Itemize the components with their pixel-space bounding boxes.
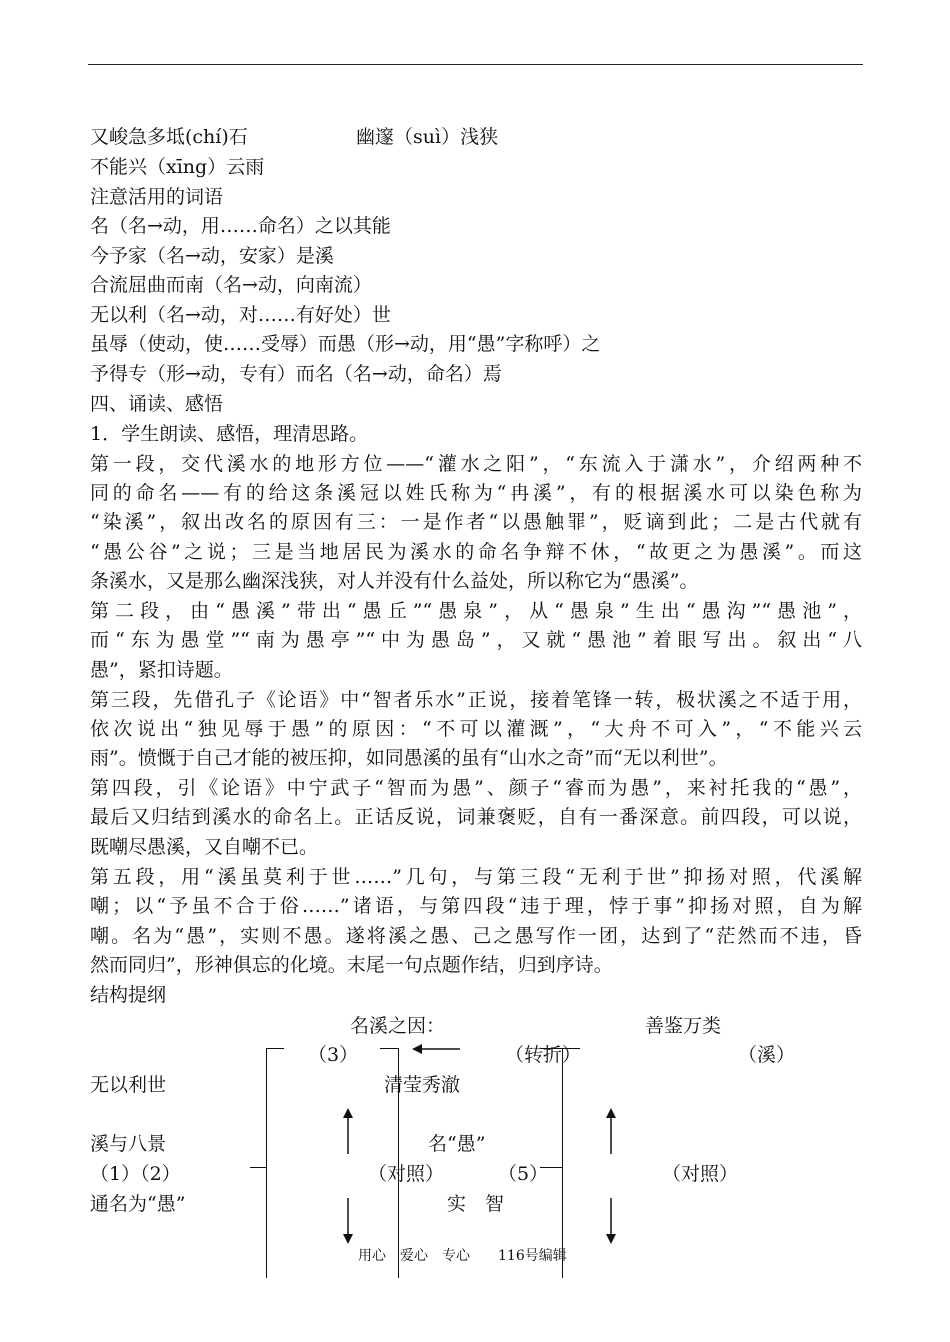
outline-contrast2: （对照） <box>662 1163 739 1185</box>
outline-shi-zhi: 实 智 <box>447 1193 505 1215</box>
up-arrow-icon <box>604 1108 618 1154</box>
para1-line: “染溪”，叙出改名的原因有三：一是作者“以愚触罪”，贬谪到此；二是古代就有 <box>90 511 862 533</box>
page-footer: 用心 爱心 专心 116号编辑 <box>358 1248 567 1264</box>
word-item: 无以利（名→动，对……有好处）世 <box>90 304 391 326</box>
right-bracket-top <box>540 1048 580 1049</box>
right-bracket-line <box>562 1048 563 1278</box>
outline-clear: 清莹秀澈 <box>384 1074 461 1096</box>
para5-line: 第五段，用“溪虽莫利于世……”几句，与第三段“无利于世”抑扬对照，代溪解 <box>90 866 862 888</box>
outline-no-benefit: 无以利世 <box>90 1074 167 1096</box>
para4-line: 既嘲尽愚溪，又自嘲不已。 <box>90 836 319 858</box>
outline-good-label: 善鉴万类 <box>645 1015 722 1037</box>
para5-line: 然而同归”，形神俱忘的化境。末尾一句点题作结，归到序诗。 <box>90 954 613 976</box>
down-arrow-icon <box>604 1198 618 1244</box>
outline-turn: （转折） <box>505 1044 582 1066</box>
para4-line: 最后又归结到溪水的命名上。正话反说，词兼褒贬，自有一番深意。前四段，可以说， <box>90 806 862 828</box>
left-bracket-tick <box>250 1167 266 1168</box>
outline-heading: 结构提纲 <box>90 984 167 1006</box>
para3-line: 依次说出“独见辱于愚”的原因：“不可以灌溉”，“大舟不可入”，“不能兴云 <box>90 718 862 740</box>
section4-heading: 四、诵读、感悟 <box>90 393 224 415</box>
header-line1-right: 幽邃（suì）浅狭 <box>356 126 499 148</box>
word-item: 予得专（形→动，专有）而名（名→动，命名）焉 <box>90 363 502 385</box>
word-item: 虽辱（使动，使……受辱）而愚（形→动，用“愚”字称呼）之 <box>90 333 601 355</box>
outline-xi-eight: 溪与八景 <box>90 1133 167 1155</box>
outline-num12: （1）（2） <box>90 1163 181 1185</box>
header-line2: 不能兴（xīng）云雨 <box>90 156 265 178</box>
word-item: 合流屈曲而南（名→动，向南流） <box>90 274 372 296</box>
para2-line: 愚”，紧扣诗题。 <box>90 659 233 681</box>
word-item: 名（名→动，用……命名）之以其能 <box>90 215 391 237</box>
down-arrow-icon <box>341 1198 355 1244</box>
middle-bracket-line <box>398 1048 399 1278</box>
para2-line: 第二段，由“愚溪”带出“愚丘”“愚泉”，从“愚泉”生出“愚沟”“愚池”， <box>90 600 862 622</box>
outline-num3: （3） <box>308 1044 359 1066</box>
words-heading: 注意活用的词语 <box>90 186 224 208</box>
word-item: 今予家（名→动，安家）是溪 <box>90 245 334 267</box>
outline-num5: （5） <box>498 1163 549 1185</box>
left-arrow-icon <box>412 1042 462 1056</box>
para1-line: 第一段，交代溪水的地形方位——“灌水之阳”，“东流入于潇水”，介绍两种不 <box>90 453 862 475</box>
middle-bracket-top <box>380 1048 398 1049</box>
para3-line: 第三段，先借孔子《论语》中“智者乐水”正说，接着笔锋一转，极状溪之不适于用， <box>90 689 862 711</box>
para5-line: 嘲。名为“愚”，实则不愚。遂将溪之愚、己之愚写作一团，达到了“茫然而不违，昏 <box>90 925 862 947</box>
step1-text: 1．学生朗读、感悟，理清思路。 <box>90 423 369 445</box>
up-arrow-icon <box>341 1108 355 1154</box>
para2-line: 而“东为愚堂”“南为愚亭”“中为愚岛”，又就“愚池”着眼写出。叙出“八 <box>90 629 862 651</box>
outline-reason-label: 名溪之因： <box>350 1015 446 1037</box>
para3-line: 雨”。愤慨于自己才能的被压抑，如同愚溪的虽有“山水之奇”而“无以利世”。 <box>90 747 728 769</box>
para5-line: 嘲；以“予虽不合于俗……”诸语，与第四段“违于理，悖于事”抑扬对照，自为解 <box>90 895 862 917</box>
para1-line: “愚公谷”之说；三是当地居民为溪水的命名争辩不休，“故更之为愚溪”。而这 <box>90 541 862 563</box>
left-bracket-top <box>266 1048 284 1049</box>
outline-general-name: 通名为“愚” <box>90 1193 186 1215</box>
outline-xi: （溪） <box>738 1044 796 1066</box>
outline-contrast1: （对照） <box>368 1163 445 1185</box>
outline-name-yu: 名“愚” <box>428 1133 486 1155</box>
header-rule <box>88 64 863 65</box>
header-line1-left: 又峻急多坻(chí)石 <box>90 126 248 148</box>
para1-line: 条溪水，又是那么幽深浅狭，对人并没有什么益处，所以称它为“愚溪”。 <box>90 570 699 592</box>
left-bracket-line <box>266 1048 267 1278</box>
para4-line: 第四段，引《论语》中宁武子“智而为愚”、颜子“睿而为愚”，来衬托我的“愚”， <box>90 777 862 799</box>
para1-line: 同的命名——有的给这条溪冠以姓氏称为“冉溪”，有的根据溪水可以染色称为 <box>90 482 862 504</box>
right-bracket-tick <box>540 1167 562 1168</box>
